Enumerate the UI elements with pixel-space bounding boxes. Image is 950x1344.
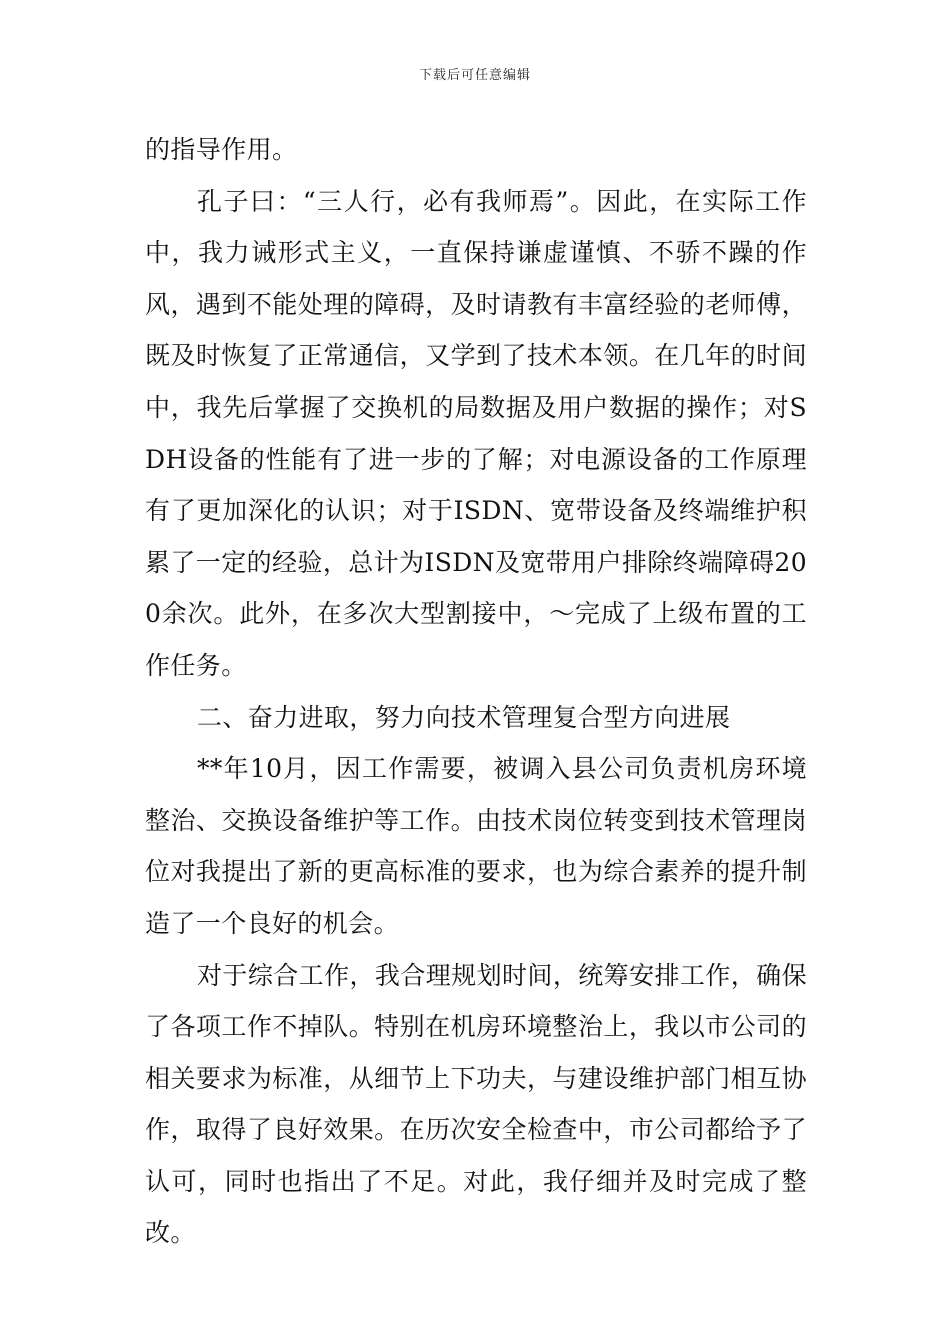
- section-heading: 二、奋力进取，努力向技术管理复合型方向进展: [197, 702, 731, 732]
- paragraph-comprehensive-work: 对于综合工作，我合理规划时间，统筹安排工作，确保了各项工作不掉队。特别在机房环境整治上，我以市公司的相关要求为标准，从细节上下功夫，与建设维护部门相互协作，取得了良好效果。在历次安全检查中，市公司都给予了认可，同时也指出了不足。对此，我仔细并及时完成了整改。: [145, 960, 807, 1248]
- paragraph-continuation: 的指导作用。: [145, 135, 298, 164]
- document-body: [145, 124, 807, 1259]
- paragraph-transfer: **年10月，因工作需要，被调入县公司负责机房环境整治、交换设备维护等工作。由技术岗位转变到技术管理岗位对我提出了新的更高标准的要求，也为综合素养的提升制造了一个良好的机会。: [145, 754, 807, 938]
- paragraph-technical-learning: 孔子曰：“三人行，必有我师焉”。因此，在实际工作中，我力诫形式主义，一直保持谦虚谨慎、不骄不躁的作风，遇到不能处理的障碍，及时请教有丰富经验的老师傅，既及时恢复了正常通信，又学到了技术本领。在几年的时间中，我先后掌握了交换机的局数据及用户数据的操作；对SDH设备的性能有了进一步的了解；对电源设备的工作原理有了更加深化的认识；对于ISDN、宽带设备及终端维护积累了一定的经验，总计为ISDN及宽带用户排除终端障碍200余次。此外，在多次大型割接中，～完成了上级布置的工作任务。: [145, 186, 807, 680]
- page-header: 下载后可任意编辑: [418, 68, 531, 83]
